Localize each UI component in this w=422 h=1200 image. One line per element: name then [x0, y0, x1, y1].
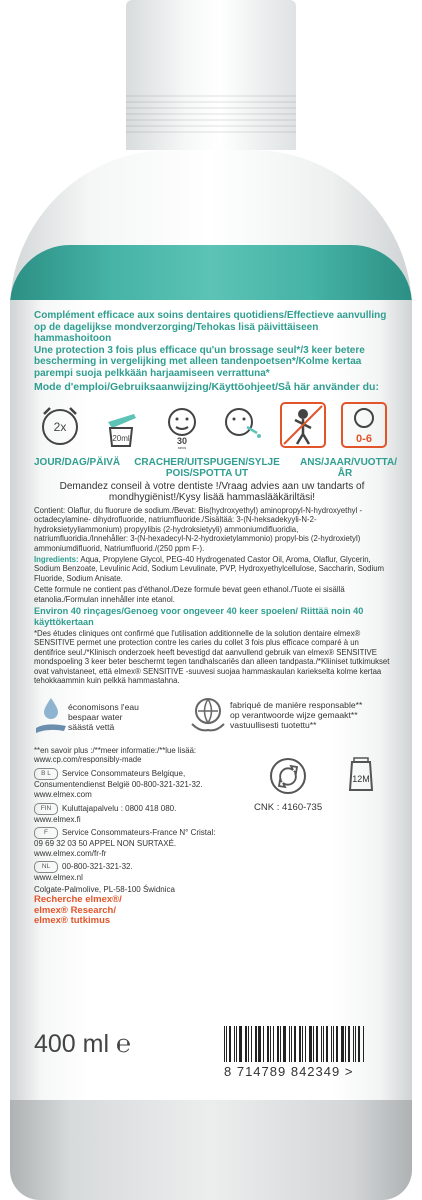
pao-icon	[344, 754, 378, 799]
contacts-row	[34, 768, 390, 927]
research-text: Recherche elmex®/ elmex® Research/ elmex® tutkimus	[34, 894, 122, 927]
barcode-bar	[294, 1026, 296, 1062]
barcode-bars	[224, 1026, 380, 1062]
caption-day: JOUR/DAG/PÄIVÄ	[34, 457, 121, 468]
barcode-bar	[316, 1026, 318, 1062]
contact-text: Service Consommateurs Belgique, Consumentendienst België 00-800-321-321-32. www.elmex.com	[34, 769, 203, 799]
barcode-bar	[321, 1026, 322, 1062]
eco-row	[34, 694, 390, 746]
barcode-bar	[341, 1026, 344, 1062]
ethanol-text: Cette formule ne contient pas d'éthanol./Deze formule bevat geen ethanol./Tuote ei sisällä etanolia./Formulan innehåller inte etanol.	[34, 585, 345, 604]
teal-band	[10, 245, 412, 305]
protection-claim: Une protection 3 fois plus efficace qu'un brossage seul*/3 keer betere bescherming in vergelijking met alleen tandenpoetsen*/Kolme kertaa parempi suoja pelkkään harjaamiseen verrattuna*	[34, 344, 365, 379]
cap-ridges	[126, 95, 296, 135]
barcode-bar	[345, 1026, 346, 1062]
intro-text: Complément efficace aux soins dentaires quotidiens/Effectieve aanvulling op de dagelijkse mondverzorging/Tehokas lisä päivittäiseen hammashoitoon	[34, 310, 387, 344]
study-text: *Des études cliniques ont confirmé que l'utilisation additionnelle de la solution dentaire elmex® SENSITIVE permet une protection contre les caries du collet 3 fois plus efficace comparé à un dentifrice seul./*Klinisch onderzoek heeft bevestigd dat aanvullend gebruik van elmex® SENSITIVE mondspoeling 3 keer beter beschermt tegen tandhalscariës dan alleen tandpasta./*Kliiniset tutkimukset ovat vahvistaneet, että elmex® SENSITIVE -suuvesi suojaa hammaskaulan kariekselta kolme kertaa tehokkaammin kuin pelkkä hammastahna.	[34, 629, 390, 686]
barcode-number: 8 714789 842349 >	[224, 1064, 354, 1079]
barcode-bar	[336, 1026, 338, 1062]
barcode-bar	[289, 1026, 290, 1062]
contact-text: Service Consommateurs-France N° Cristal: 09 69 32 03 50 APPEL NON SURTAXÉ. www.elmex.com/fr-fr	[34, 828, 216, 858]
water-drop-hand-icon	[34, 694, 68, 739]
barcode-bar	[226, 1026, 227, 1062]
barcode-bar	[363, 1026, 364, 1062]
barcode-bar	[277, 1026, 279, 1062]
ingredients-text: Aqua, Propylene Glycol, PEG-40 Hydrogenated Castor Oil, Aroma, Olaflur, Glycerin, Sodium Benzoate, Levulinic Acid, Sodium Levulinate, PVP, Hydroxyethylcellulose, Saccharin, Sodium Fluoride, Sodium Anisate.	[34, 555, 385, 583]
responsible-text: fabriqué de manière responsable** op verantwoorde wijze gemaakt** vastuullisesti tuotettu**	[230, 699, 363, 730]
mode-emploi-heading: Mode d'emploi/Gebruiksaanwijzing/Käyttöohjeet/Så här använder du:	[34, 381, 379, 393]
barcode-bar	[358, 1026, 360, 1062]
barcode-bar	[309, 1026, 312, 1062]
seconds-unit: secs	[177, 445, 186, 450]
barcode-bar	[267, 1026, 269, 1062]
dentist-advice: Demandez conseil à votre dentiste !/Vraag advies aan uw tandarts of mondhygiënist!/Kysy lisää hammaslääkäriltäsi!	[59, 481, 365, 503]
usage-icons	[34, 399, 390, 455]
manufacturer-text: Colgate-Palmolive, PL-58-100 Świdnica	[34, 884, 175, 894]
country-badge: FIN	[34, 803, 58, 815]
barcode-bar	[270, 1026, 271, 1062]
caption-age: ANS/JAAR/VUOTTA/ÅR	[300, 457, 398, 479]
symbols-area	[250, 768, 390, 888]
contact-text: 00-800-321-321-32. www.elmex.nl	[34, 862, 133, 883]
barcode-bar	[283, 1026, 286, 1062]
barcode-bar	[355, 1026, 356, 1062]
contacts-list	[34, 768, 250, 927]
barcode-bar	[224, 1026, 225, 1062]
spit-face-icon	[216, 399, 268, 451]
bottle-base	[10, 1100, 412, 1200]
globe-hands-icon	[188, 694, 230, 739]
age-range-label: 0-6	[356, 433, 372, 445]
ingredients-label: Ingredients:	[34, 555, 79, 565]
alarm-clock-icon	[34, 399, 86, 451]
contact-text: Kuluttajapalvelu : 0800 418 080. www.elmex.fi	[34, 803, 177, 824]
barcode-bar	[251, 1026, 252, 1062]
volume-label: 400 ml ℮	[34, 1030, 131, 1058]
barcode-bar	[323, 1026, 324, 1062]
barcode-bar	[333, 1026, 334, 1062]
barcode-bar	[280, 1026, 281, 1062]
rinse-face-icon	[156, 399, 208, 451]
dose-label: 20ml	[112, 434, 130, 443]
child-age-icon	[338, 399, 390, 451]
barcode-bar	[353, 1026, 354, 1062]
barcode	[224, 1026, 380, 1079]
usage-captions	[34, 457, 398, 479]
cnk-code: CNK : 4160-735	[254, 802, 323, 814]
barcode-bar	[263, 1026, 264, 1062]
barcode-bar	[236, 1026, 237, 1062]
contact-netherlands	[34, 861, 250, 883]
contact-finland	[34, 803, 250, 825]
times-per-day: 2x	[53, 420, 67, 434]
barcode-bar	[331, 1026, 332, 1062]
barcode-bar	[299, 1026, 301, 1062]
barcode-bar	[229, 1026, 231, 1062]
contact-france	[34, 827, 250, 858]
barcode-bar	[273, 1026, 274, 1062]
seconds-label: 30	[176, 436, 187, 446]
recycle-icon	[268, 756, 308, 801]
rinses-text: Environ 40 rinçages/Genoeg voor ongeveer 40 keer spoelen/ Riittää noin 40 käyttökertaan	[34, 606, 364, 627]
label-content	[34, 310, 398, 927]
country-badge: F	[34, 827, 58, 839]
country-badge: NL	[34, 861, 58, 873]
barcode-bar	[326, 1026, 328, 1062]
barcode-bar	[302, 1026, 303, 1062]
barcode-bar	[234, 1026, 235, 1062]
barcode-bar	[245, 1026, 247, 1062]
country-badge: B L	[34, 768, 58, 780]
no-swallow-child-icon	[277, 399, 329, 451]
more-info-text: **en savoir plus :/**meer informatie:/**lue lisää: www.cp.com/responsibly-made	[34, 745, 197, 764]
caption-spit: CRACHER/UITSPUGEN/SYLJE POIS/SPOTTA UT	[134, 457, 280, 479]
barcode-bar	[255, 1026, 257, 1062]
measuring-cup-icon	[95, 399, 147, 451]
barcode-bar	[313, 1026, 314, 1062]
pao-label: 12M	[352, 774, 370, 785]
barcode-bar	[348, 1026, 350, 1062]
barcode-bar	[291, 1026, 292, 1062]
contient-text: Contient: Olaflur, du fluorure de sodium./Bevat: Bis(hydroxyethyl) aminopropyl-N-hydroxyethyl -octadecylamine- dihydrofluoride, natriumfluoride./Sisältää: 3-(N-heksadekyyli-N-2- hydroksietyyliammonium) propyylibis (2-hydroksietyyli) ammoniumdifluoridia, natriumfluoridia./Innehåller: 3-(N-hexadecyl-N-2-hydroxietylammonio) propyl-bis (2-hydroxietyl) ammoniumdifluorid, Natriumfluorid./(250 ppm F-).	[34, 506, 363, 553]
barcode-bar	[258, 1026, 261, 1062]
barcode-bar	[239, 1026, 242, 1062]
barcode-bar	[248, 1026, 249, 1062]
contact-belgium	[34, 768, 250, 799]
eco-text: économisons l'eau bespaar water säästä vettä	[68, 701, 139, 732]
barcode-bar	[305, 1026, 306, 1062]
